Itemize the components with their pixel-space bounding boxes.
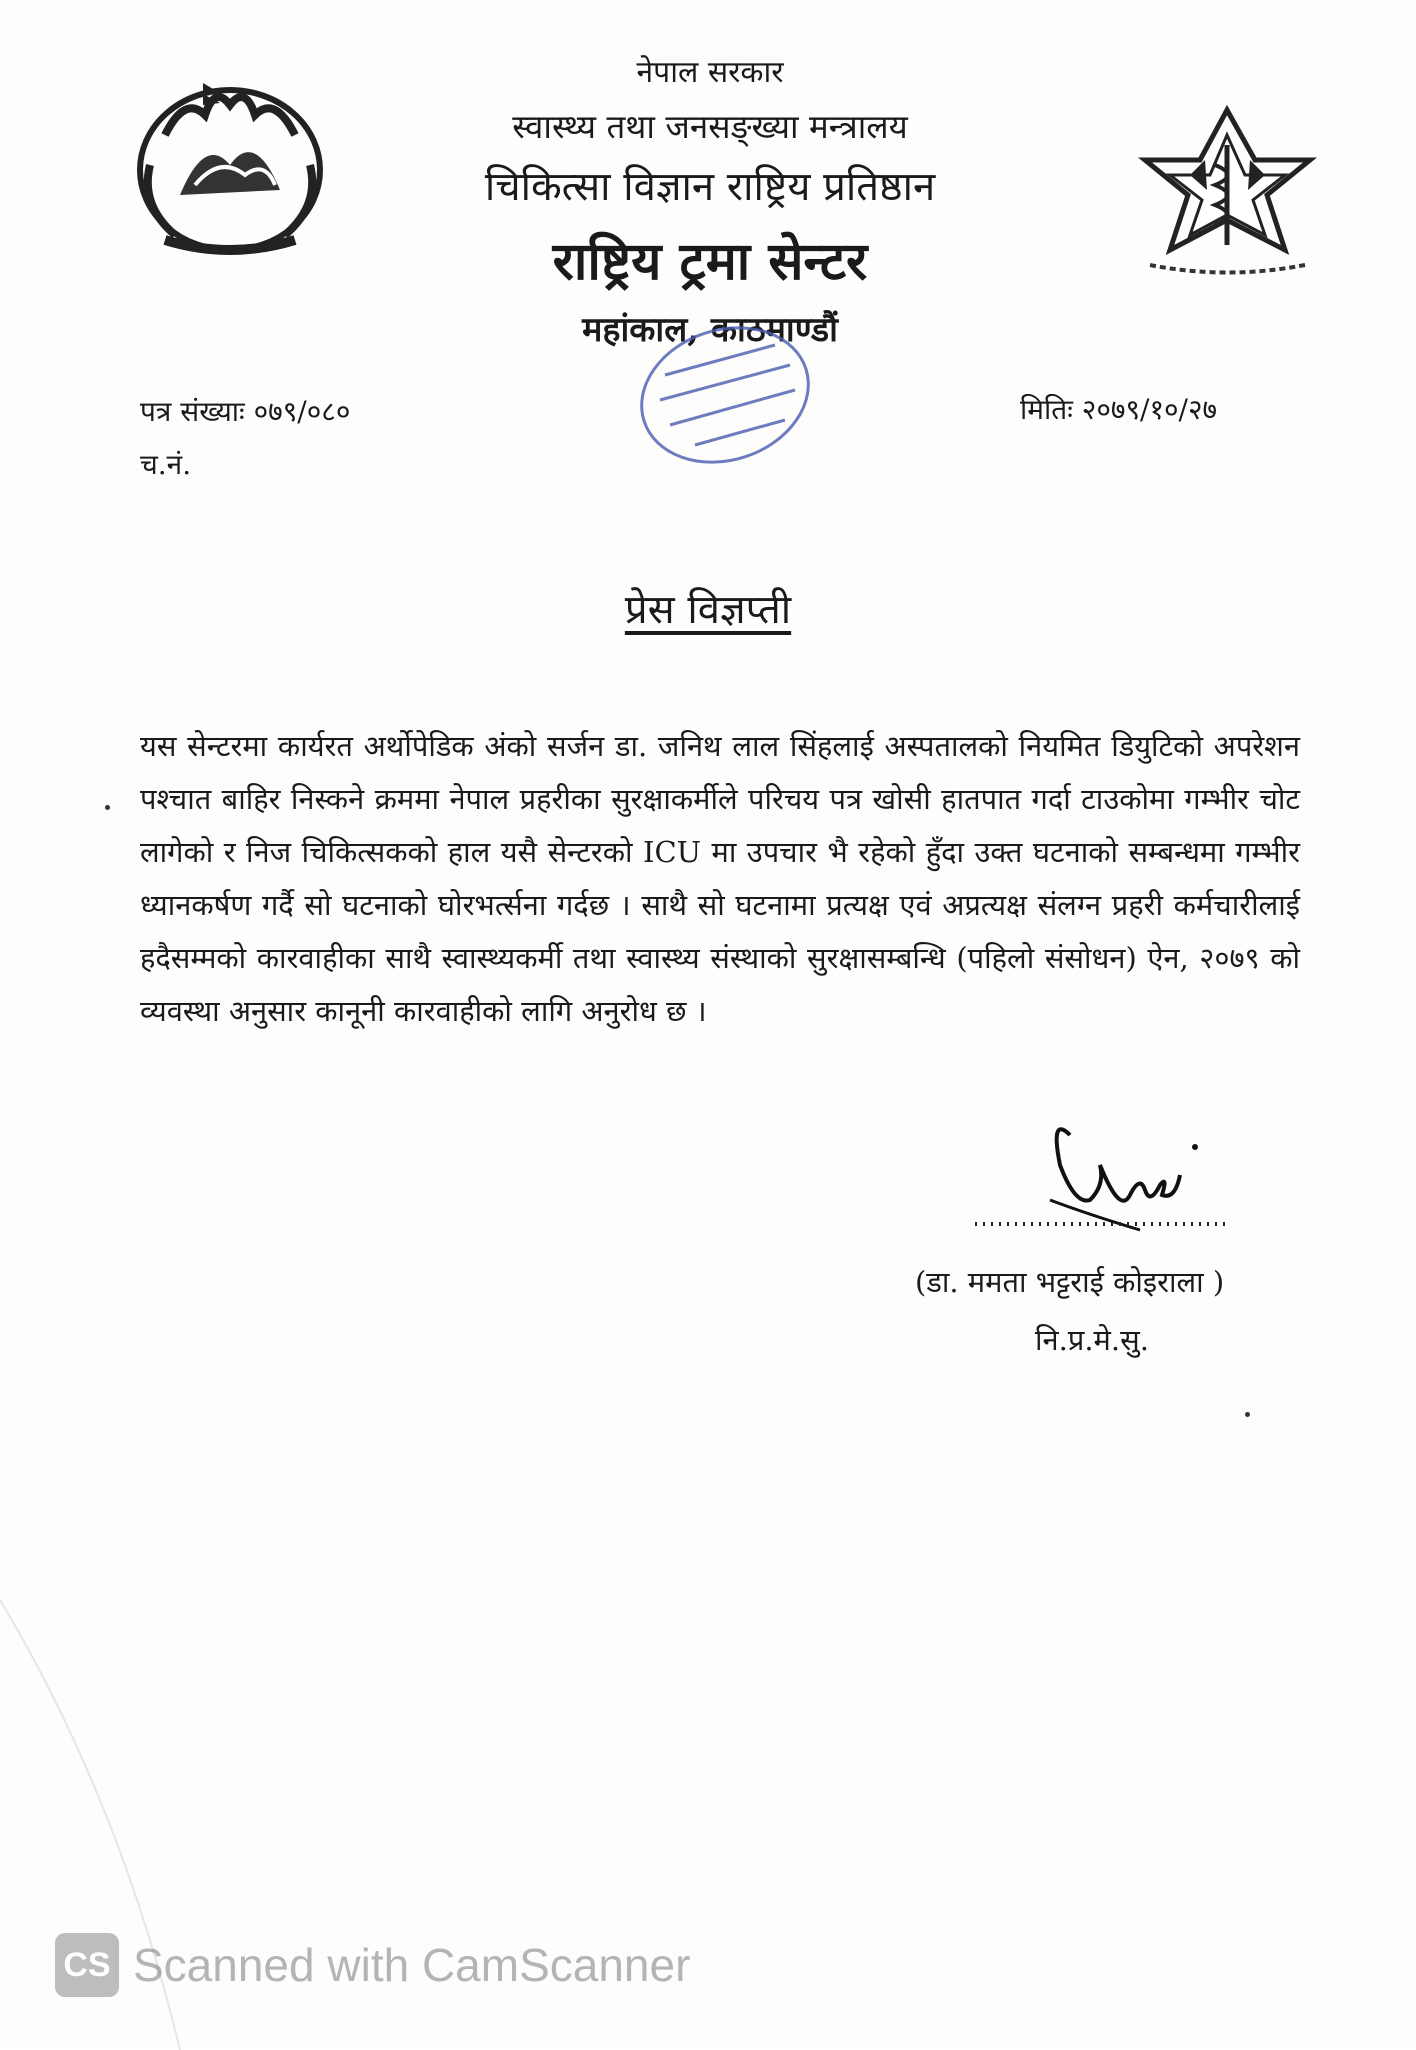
nepal-government-emblem-icon: [125, 75, 335, 265]
camscanner-text: Scanned with CamScanner: [133, 1939, 691, 1991]
scan-speck: [1245, 1412, 1250, 1417]
signatory-designation: नि.प्र.मे.सु.: [1035, 1323, 1149, 1357]
letter-date: मितिः २०७९/१०/२७: [1020, 393, 1218, 426]
press-release-body: यस सेन्टरमा कार्यरत अर्थोपेडिक अंको सर्जन डा. जनिथ लाल सिंहलाई अस्पतालको नियमित डियुटिको अपरेशन पश्चात बाहिर निस्कने क्रममा नेपाल प्रहरीका सुरक्षाकर्मीले परिचय पत्र खोसी हातपात गर्दा टाउकोमा गम्भीर चोट लागेको र निज चिकित्सकको हाल यसै सेन्टरको ICU मा उपचार भै रहेको हुँदा उक्त घटनाको सम्बन्धमा गम्भीर ध्यानकर्षण गर्दै सो घटनाको घोरभर्त्सना गर्दछ । साथै सो घटनामा प्रत्यक्ष एवं अप्रत्यक्ष संलग्न प्रहरी कर्मचारीलाई हदैसम्मको कारवाहीका साथै स्वास्थ्यकर्मी तथा स्वास्थ्य संस्थाको सुरक्षासम्बन्धि (पहिलो संसोधन) ऐन, २०७९ को व्यवस्था अनुसार कानूनी कारवाहीको लागि अनुरोध छ ।: [140, 729, 1300, 1028]
government-name: नेपाल सरकार: [636, 55, 784, 90]
press-release-title: प्रेस विज्ञप्ती: [624, 587, 792, 633]
scan-speck: [105, 805, 110, 810]
camscanner-watermark: [55, 1930, 690, 2000]
signature-dotted-line: [975, 1212, 1225, 1232]
nams-star-emblem-icon: [1135, 105, 1320, 280]
ministry-name: स्वास्थ्य तथा जनसङ्ख्या मन्त्रालय: [512, 107, 908, 146]
letterhead: [420, 50, 1000, 354]
institute-name: चिकित्सा विज्ञान राष्ट्रिय प्रतिष्ठान: [484, 164, 936, 210]
document-title: [0, 580, 1416, 635]
signatory-name: (डा. ममता भट्टराई कोइराला ): [915, 1265, 1225, 1299]
letter-number: पत्र संख्याः ०७९/०८०: [140, 395, 351, 428]
camscanner-logo-icon: CS: [55, 1933, 119, 1997]
center-address: महांकाल, काठमाण्डौं: [582, 310, 838, 350]
office-stamp-icon: [625, 320, 825, 470]
center-name: राष्ट्रिय ट्रमा सेन्टर: [552, 231, 868, 292]
dispatch-number: च.नं.: [140, 448, 192, 481]
